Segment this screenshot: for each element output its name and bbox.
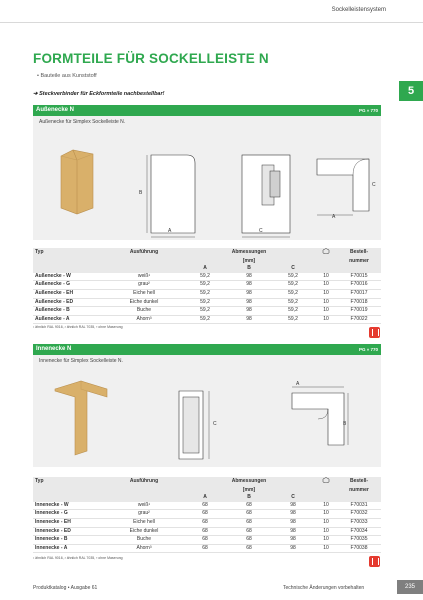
cell-b: 68 bbox=[227, 518, 271, 527]
cell-c: 98 bbox=[271, 536, 315, 545]
page-title: FORMTEILE FÜR SOCKELLEISTE N bbox=[33, 51, 269, 66]
col-abmessungen: Abmessungen bbox=[183, 477, 315, 487]
cell-b: 68 bbox=[227, 527, 271, 536]
header-label: Sockelleistensystem bbox=[331, 7, 386, 13]
inner-corner-wood-image bbox=[51, 377, 111, 457]
cell-typ: Außenecke - W bbox=[33, 273, 105, 281]
table-row bbox=[33, 510, 381, 519]
table-row bbox=[33, 298, 381, 307]
cell-c: 98 bbox=[271, 510, 315, 519]
col-package-icon bbox=[315, 477, 337, 487]
cell-typ: Außenecke - G bbox=[33, 281, 105, 290]
cell-pack: 10 bbox=[315, 315, 337, 324]
cell-b: 98 bbox=[227, 315, 271, 324]
footer-disclaimer: Technische Änderungen vorbehalten bbox=[283, 585, 365, 591]
col-bestell: Bestell- bbox=[337, 248, 381, 258]
cell-ausfuehrung: Buche bbox=[105, 536, 183, 545]
cell-b: 68 bbox=[227, 544, 271, 553]
cell-a: 59,2 bbox=[183, 315, 227, 324]
dim-label-a: A bbox=[296, 381, 300, 387]
table-row bbox=[33, 281, 381, 290]
cell-b: 98 bbox=[227, 273, 271, 281]
dim-label-c: C bbox=[259, 228, 263, 234]
cell-b: 68 bbox=[227, 536, 271, 545]
cell-b: 98 bbox=[227, 307, 271, 316]
cell-typ: Innenecke - G bbox=[33, 510, 105, 519]
cell-a: 59,2 bbox=[183, 289, 227, 298]
table-row bbox=[33, 518, 381, 527]
cell-ausfuehrung: Buche bbox=[105, 307, 183, 316]
cell-c: 59,2 bbox=[271, 307, 315, 316]
cell-bestellnummer: F70018 bbox=[337, 298, 381, 307]
cell-ausfuehrung: Ahorn³ bbox=[105, 544, 183, 553]
table-row bbox=[33, 315, 381, 324]
col-a: A bbox=[183, 494, 227, 502]
cell-ausfuehrung: Eiche hell bbox=[105, 289, 183, 298]
col-unit: [mm] bbox=[183, 258, 315, 266]
table-row bbox=[33, 289, 381, 298]
cell-a: 68 bbox=[183, 518, 227, 527]
footer-catalog: Produktkatalog • Ausgabe 61 bbox=[33, 585, 98, 591]
cell-pack: 10 bbox=[315, 502, 337, 510]
cell-pack: 10 bbox=[315, 518, 337, 527]
cell-a: 68 bbox=[183, 527, 227, 536]
col-c: C bbox=[271, 494, 315, 502]
col-unit: [mm] bbox=[183, 487, 315, 495]
col-typ: Typ bbox=[33, 477, 105, 487]
cell-bestellnummer: F70032 bbox=[337, 510, 381, 519]
cell-ausfuehrung: weiß¹ bbox=[105, 502, 183, 510]
cell-bestellnummer: F70033 bbox=[337, 518, 381, 527]
cell-pack: 10 bbox=[315, 289, 337, 298]
cell-pack: 10 bbox=[315, 273, 337, 281]
section-heading bbox=[33, 105, 381, 116]
cell-ausfuehrung: grau² bbox=[105, 510, 183, 519]
section-title: Innenecke N bbox=[36, 346, 72, 352]
cell-bestellnummer: F70022 bbox=[337, 315, 381, 324]
col-ausfuehrung: Ausführung bbox=[105, 477, 183, 487]
cell-typ: Außenecke - ED bbox=[33, 298, 105, 307]
cell-pack: 10 bbox=[315, 281, 337, 290]
product-group: PG » 770 bbox=[358, 108, 378, 113]
cell-a: 68 bbox=[183, 544, 227, 553]
cell-a: 68 bbox=[183, 502, 227, 510]
cell-a: 59,2 bbox=[183, 307, 227, 316]
cell-pack: 10 bbox=[315, 510, 337, 519]
header-divider bbox=[0, 22, 423, 23]
inner-corner-side-drawing bbox=[173, 385, 228, 463]
cell-pack: 10 bbox=[315, 307, 337, 316]
col-a: A bbox=[183, 265, 227, 273]
cell-ausfuehrung: weiß¹ bbox=[105, 273, 183, 281]
cell-bestellnummer: F70038 bbox=[337, 544, 381, 553]
col-nummer: nummer bbox=[337, 487, 381, 495]
cell-b: 98 bbox=[227, 298, 271, 307]
notice-text: ➔ Steckverbinder für Eckformteile nachbestellbar! bbox=[33, 91, 165, 97]
col-nummer: nummer bbox=[337, 258, 381, 266]
safety-warning-icon bbox=[369, 327, 380, 338]
feature-bullet: • Bauteile aus Kunststoff bbox=[37, 73, 97, 79]
section-description: Innenecke für Simplex Sockelleiste N. bbox=[39, 358, 123, 364]
table-row bbox=[33, 502, 381, 510]
safety-warning-icon bbox=[369, 556, 380, 567]
cell-pack: 10 bbox=[315, 298, 337, 307]
col-typ: Typ bbox=[33, 248, 105, 258]
col-c: C bbox=[271, 265, 315, 273]
cell-bestellnummer: F70034 bbox=[337, 527, 381, 536]
cell-a: 59,2 bbox=[183, 273, 227, 281]
innenecke-table bbox=[33, 477, 381, 553]
outer-corner-wood-image bbox=[55, 146, 97, 216]
cell-bestellnummer: F70017 bbox=[337, 289, 381, 298]
table-row bbox=[33, 307, 381, 316]
aussenecke-table bbox=[33, 248, 381, 324]
cell-bestellnummer: F70031 bbox=[337, 502, 381, 510]
outer-corner-front-drawing bbox=[236, 149, 301, 239]
col-abmessungen: Abmessungen bbox=[183, 248, 315, 258]
table-row bbox=[33, 536, 381, 545]
cell-bestellnummer: F70035 bbox=[337, 536, 381, 545]
cell-pack: 10 bbox=[315, 527, 337, 536]
cell-a: 68 bbox=[183, 510, 227, 519]
package-icon bbox=[322, 248, 330, 254]
dim-label-a2: A bbox=[332, 214, 336, 220]
top-bar bbox=[0, 0, 423, 26]
cell-a: 59,2 bbox=[183, 281, 227, 290]
cell-typ: Außenecke - A bbox=[33, 315, 105, 324]
section-description: Außenecke für Simplex Sockelleiste N. bbox=[39, 119, 126, 125]
section-title: Außenecke N bbox=[36, 107, 75, 113]
footnote-1: ¹ ähnlich RAL 9016, ² ähnlich RAL 7035, ³ ohne Maserung bbox=[33, 325, 123, 329]
cell-ausfuehrung: grau² bbox=[105, 281, 183, 290]
page-number: 235 bbox=[397, 580, 423, 594]
cell-b: 68 bbox=[227, 510, 271, 519]
product-group: PG » 770 bbox=[358, 347, 378, 352]
section-body bbox=[33, 355, 381, 467]
inner-corner-top-drawing bbox=[288, 383, 350, 451]
dim-label-c: C bbox=[213, 421, 217, 427]
col-bestell: Bestell- bbox=[337, 477, 381, 487]
cell-b: 98 bbox=[227, 289, 271, 298]
cell-c: 59,2 bbox=[271, 315, 315, 324]
cell-c: 59,2 bbox=[271, 281, 315, 290]
cell-bestellnummer: F70016 bbox=[337, 281, 381, 290]
outer-corner-top-drawing bbox=[313, 153, 375, 219]
dim-label-c2: C bbox=[372, 182, 376, 188]
outer-corner-side-drawing bbox=[145, 149, 210, 239]
cell-c: 59,2 bbox=[271, 273, 315, 281]
cell-ausfuehrung: Eiche dunkel bbox=[105, 298, 183, 307]
package-icon bbox=[322, 477, 330, 483]
cell-b: 68 bbox=[227, 502, 271, 510]
col-b: B bbox=[227, 494, 271, 502]
dim-label-b: B bbox=[139, 190, 143, 196]
cell-pack: 10 bbox=[315, 536, 337, 545]
col-b: B bbox=[227, 265, 271, 273]
cell-pack: 10 bbox=[315, 544, 337, 553]
cell-typ: Innenecke - EH bbox=[33, 518, 105, 527]
dim-label-a: A bbox=[168, 228, 172, 234]
cell-typ: Innenecke - A bbox=[33, 544, 105, 553]
cell-typ: Innenecke - B bbox=[33, 536, 105, 545]
cell-a: 59,2 bbox=[183, 298, 227, 307]
cell-c: 98 bbox=[271, 518, 315, 527]
cell-typ: Außenecke - B bbox=[33, 307, 105, 316]
cell-c: 59,2 bbox=[271, 298, 315, 307]
col-ausfuehrung: Ausführung bbox=[105, 248, 183, 258]
section-heading bbox=[33, 344, 381, 355]
table-row bbox=[33, 273, 381, 281]
table-row bbox=[33, 527, 381, 536]
cell-c: 98 bbox=[271, 527, 315, 536]
cell-ausfuehrung: Eiche dunkel bbox=[105, 527, 183, 536]
cell-typ: Innenecke - W bbox=[33, 502, 105, 510]
cell-a: 68 bbox=[183, 536, 227, 545]
section-innenecke bbox=[33, 344, 381, 467]
page-footer bbox=[0, 578, 423, 600]
col-package-icon bbox=[315, 248, 337, 258]
cell-typ: Außenecke - EH bbox=[33, 289, 105, 298]
cell-ausfuehrung: Ahorn³ bbox=[105, 315, 183, 324]
cell-c: 98 bbox=[271, 502, 315, 510]
cell-c: 98 bbox=[271, 544, 315, 553]
cell-c: 59,2 bbox=[271, 289, 315, 298]
section-body bbox=[33, 116, 381, 240]
cell-typ: Innenecke - ED bbox=[33, 527, 105, 536]
section-aussenecke bbox=[33, 105, 381, 240]
cell-b: 98 bbox=[227, 281, 271, 290]
cell-bestellnummer: F70015 bbox=[337, 273, 381, 281]
footnote-2: ¹ ähnlich RAL 9016, ² ähnlich RAL 7035, ³ ohne Maserung bbox=[33, 556, 123, 560]
cell-ausfuehrung: Eiche hell bbox=[105, 518, 183, 527]
table-row bbox=[33, 544, 381, 553]
dim-label-b: B bbox=[343, 421, 347, 427]
chapter-tab: 5 bbox=[399, 81, 423, 101]
cell-bestellnummer: F70019 bbox=[337, 307, 381, 316]
